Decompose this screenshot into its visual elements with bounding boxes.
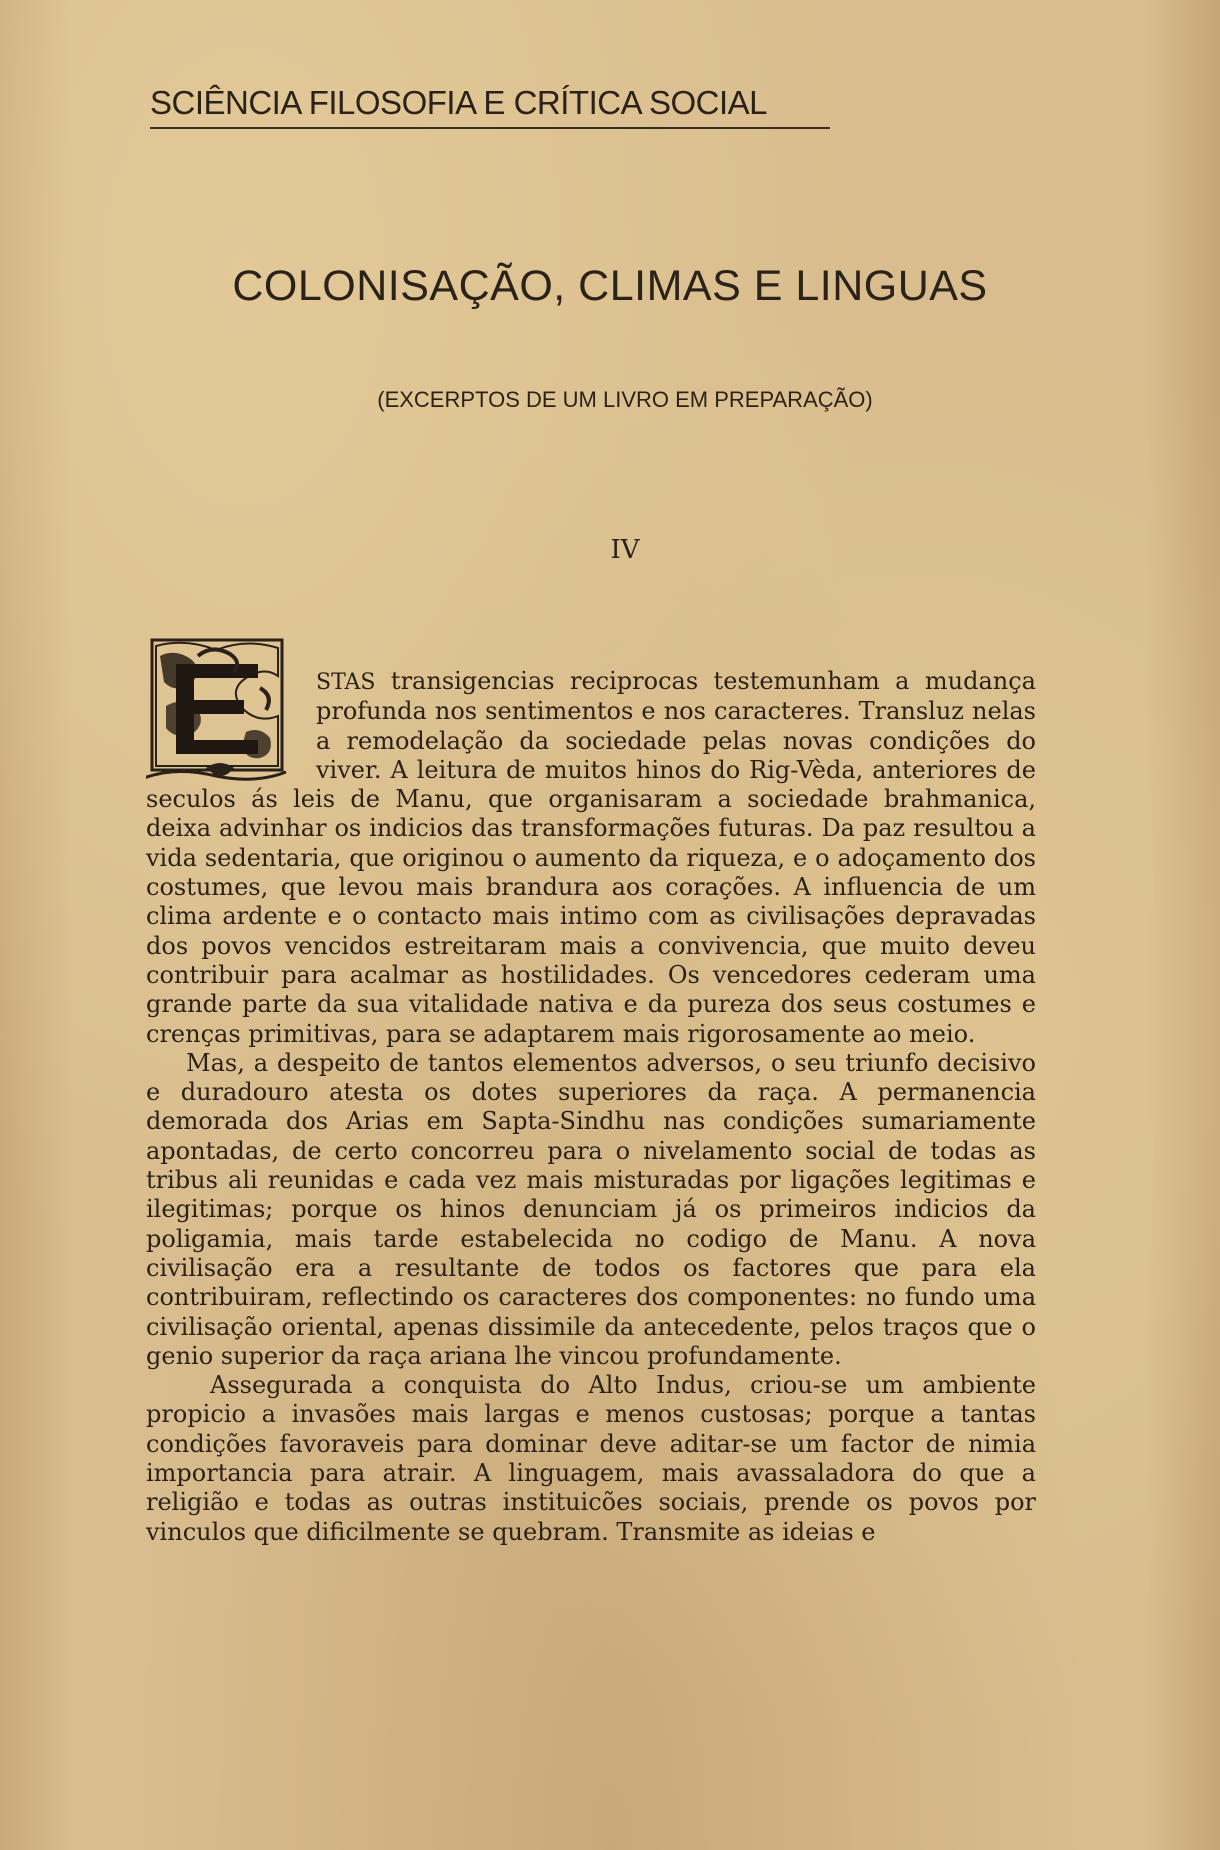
article-body — [146, 667, 1036, 1547]
drop-cap-spacer — [146, 667, 316, 783]
section-number: IV — [610, 535, 640, 565]
paragraph: Assegurada a conquista do Alto Indus, criou-se um ambiente propicio a invasões mais largas e menos custosas; porque a tantas condições favoraveis para dominar deve aditar-se um factor de nimia importancia para atrair. A linguagem, mais avassaladora do que a religião e todas as outras instituicões sociais, prende os povos por vinculos que dificilmente se quebram. Transmite as ideias e — [146, 1371, 1036, 1546]
article-title: COLONISAÇÃO, CLIMAS E LINGUAS — [232, 262, 988, 310]
paragraph — [146, 667, 1036, 1049]
paragraph-text: transigencias reciprocas testemunham a mudança profunda nos sentimentos e nos caracteres. Transluz nelas a remodelação da sociedade pelas novas condições do viver. A leitura de muitos hinos do Rig-Vèda, anteriores de seculos ás leis de Manu, que organisaram a sociedade brahmanica, deixa advinhar os indicios das transformações futuras. Da paz resultou a vida sedentaria, que originou o aumento da riqueza, e o adoçamento dos costumes, que levou mais brandura aos corações. A influencia de um clima ardente e o contacto mais intimo com as civilisações depravadas dos povos vencidos estreitaram mais a convivencia, que muito deveu contribuir para acalmar as hostilidades. Os vencedores cederam uma grande parte da sua vitalidade nativa e da pureza dos seus costumes e crenças primitivas, para se adaptarem mais rigorosamente ao meio. — [146, 667, 1036, 1048]
article-subtitle: (EXCERPTOS DE UM LIVRO EM PREPARAÇÃO) — [377, 387, 873, 412]
paragraph-lead: STAS — [316, 670, 376, 695]
paragraph: Mas, a despeito de tantos elementos adversos, o seu triunfo decisivo e duradouro atesta os dotes superiores da raça. A permanencia demorada dos Arias em Sapta-Sindhu nas condições sumariamente apontadas, de certo concorreu para o nivelamento social de todas as tribus ali reunidas e cada vez mais misturadas por ligações legitimas e ilegitimas; porque os hinos denunciam já os primeiros indicios da poligamia, mais tarde estabelecida no codigo de Manu. A nova civilisação era a resultante de todos os factores que para ela contribuiram, reflectindo os caracteres dos componentes: no fundo uma civilisação oriental, apenas dissimile da antecedente, pelos traços que o genio superior da raça ariana lhe vincou profundamente. — [146, 1048, 1036, 1370]
running-header: SCIÊNCIA FILOSOFIA E CRÍTICA SOCIAL — [150, 84, 767, 121]
header-rule — [150, 127, 830, 129]
